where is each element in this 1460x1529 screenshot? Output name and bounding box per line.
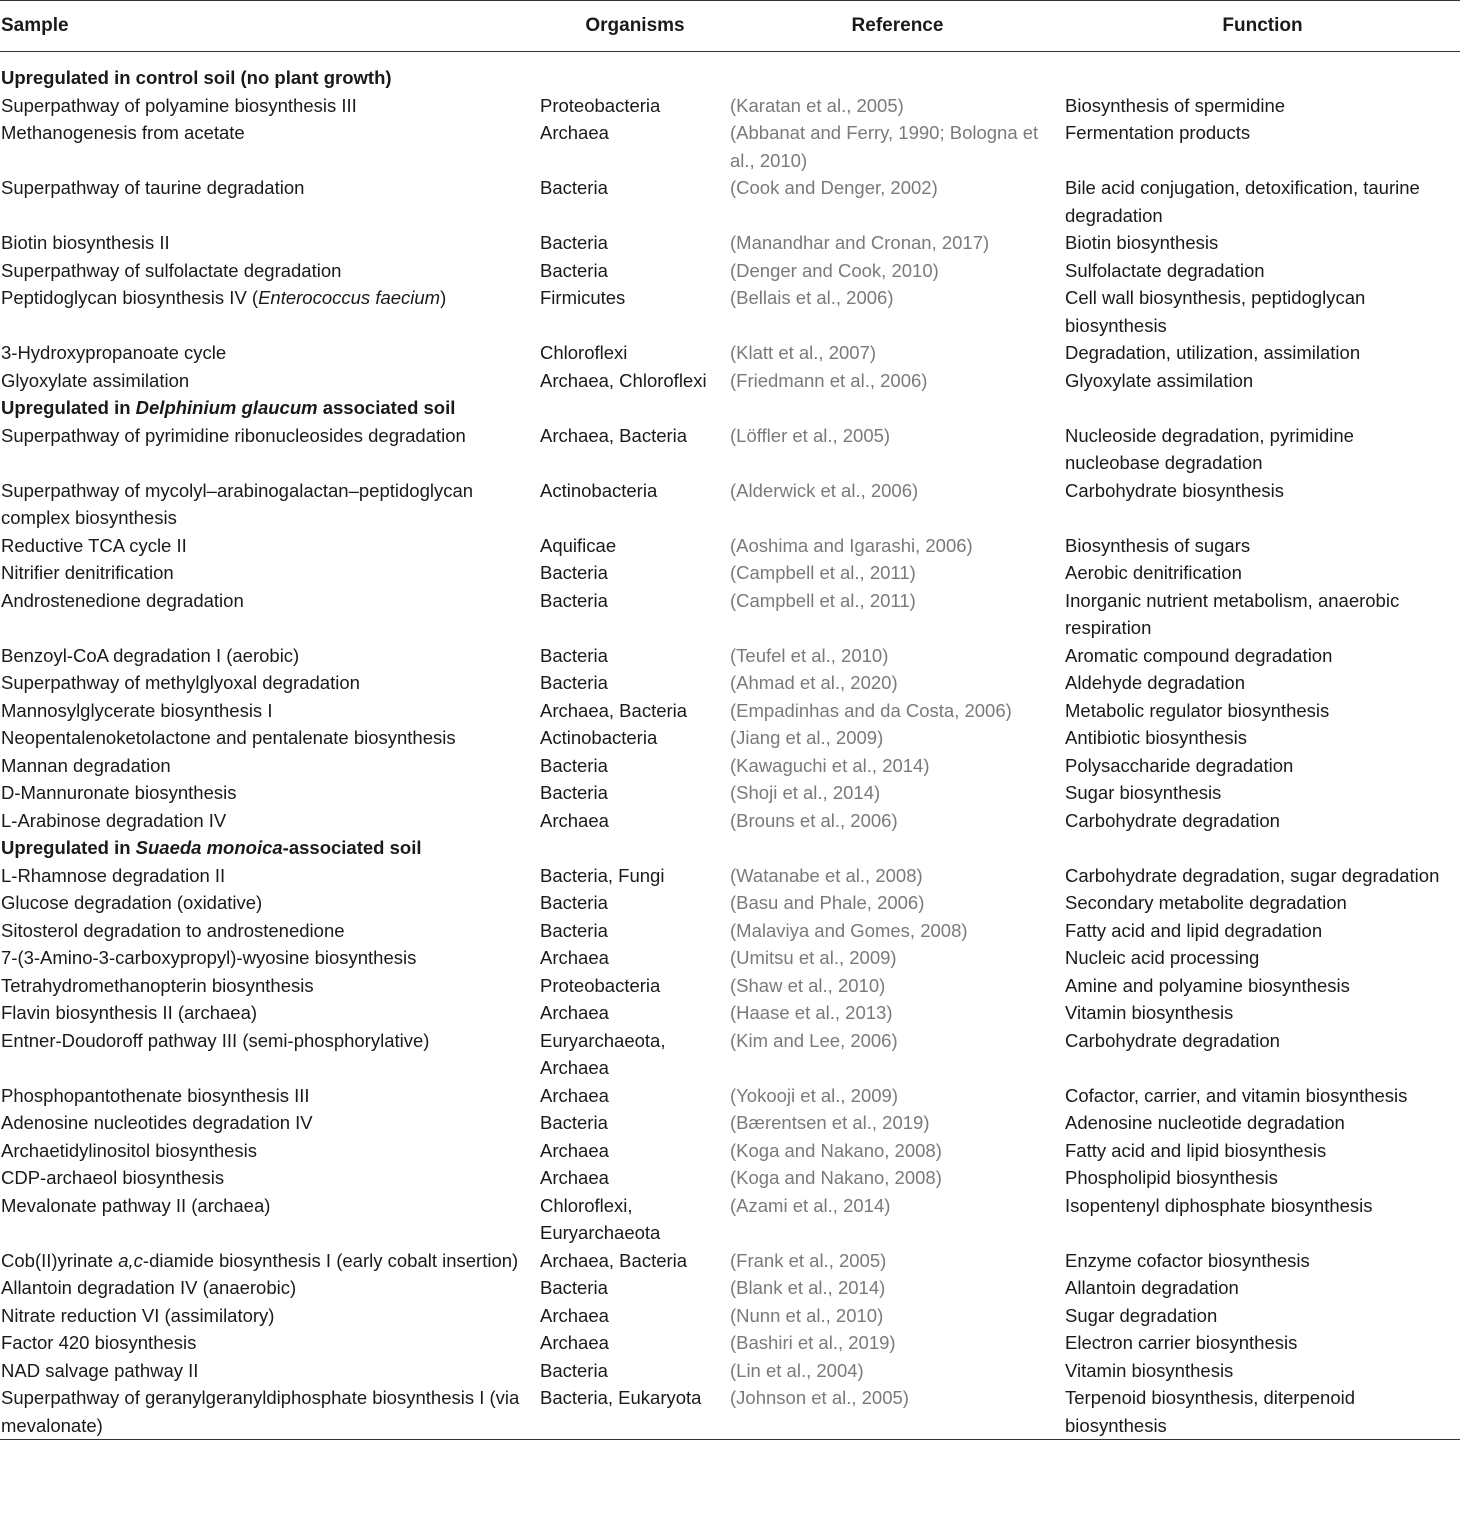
cell-reference: (Blank et al., 2014) bbox=[730, 1277, 886, 1298]
cell-sample: 7-(3-Amino-3-carboxypropyl)-wyosine biosynthesis bbox=[1, 947, 417, 968]
cell-organisms: Archaea, Chloroflexi bbox=[540, 369, 707, 391]
cell-organisms: Chloroflexi, Euryarchaeota bbox=[540, 1194, 661, 1243]
cell-function: Isopentenyl diphosphate biosynthesis bbox=[1065, 1194, 1373, 1216]
cell-function: Sugar biosynthesis bbox=[1065, 782, 1222, 803]
cell-sample: Entner-Doudoroff pathway III (semi-phosphorylative) bbox=[1, 1029, 430, 1051]
cell-reference: (Friedmann et al., 2006) bbox=[730, 369, 928, 391]
cell-reference: (Azami et al., 2014) bbox=[730, 1194, 891, 1216]
cell-reference: (Aoshima and Igarashi, 2006) bbox=[730, 534, 973, 556]
cell-function: Nucleic acid processing bbox=[1065, 947, 1260, 968]
cell-sample: Superpathway of geranylgeranyldiphosphate biosynthesis I (via mevalonate) bbox=[1, 1387, 520, 1436]
cell-function: Carbohydrate biosynthesis bbox=[1065, 479, 1285, 501]
cell-sample: Sitosterol degradation to androstenedione bbox=[1, 919, 345, 941]
cell-function: Amine and polyamine biosynthesis bbox=[1065, 974, 1350, 996]
cell-sample: Androstenedione degradation bbox=[1, 589, 244, 611]
cell-sample: Glucose degradation (oxidative) bbox=[1, 892, 263, 913]
cell-reference: (Teufel et al., 2010) bbox=[730, 644, 889, 666]
cell-sample: 3-Hydroxypropanoate cycle bbox=[1, 342, 227, 363]
cell-reference: (Johnson et al., 2005) bbox=[730, 1387, 909, 1408]
cell-function: Degradation, utilization, assimilation bbox=[1065, 342, 1361, 363]
table-row bbox=[0, 1274, 1460, 1302]
cell-function: Enzyme cofactor biosynthesis bbox=[1065, 1249, 1310, 1271]
section-header-row bbox=[0, 834, 1460, 862]
cell-organisms: Chloroflexi bbox=[540, 342, 628, 363]
cell-organisms: Bacteria, Eukaryota bbox=[540, 1387, 702, 1408]
cell-function: Allantoin degradation bbox=[1065, 1277, 1239, 1298]
table-row bbox=[0, 1082, 1460, 1110]
cell-organisms: Firmicutes bbox=[540, 287, 626, 308]
cell-organisms: Archaea, Bacteria bbox=[540, 1249, 688, 1271]
cell-sample: Superpathway of sulfolactate degradation bbox=[1, 259, 342, 281]
cell-reference: (Cook and Denger, 2002) bbox=[730, 177, 938, 198]
cell-function: Nucleoside degradation, pyrimidine nucleobase degradation bbox=[1065, 424, 1354, 473]
cell-function: Aromatic compound degradation bbox=[1065, 644, 1333, 666]
cell-sample: Nitrifier denitrification bbox=[1, 562, 174, 583]
cell-function: Sugar degradation bbox=[1065, 1304, 1218, 1326]
cell-organisms: Archaea, Bacteria bbox=[540, 424, 688, 446]
table-row bbox=[0, 669, 1460, 697]
cell-sample: Neopentalenoketolactone and pentalenate biosynthesis bbox=[1, 727, 456, 748]
cell-reference: (Yokooji et al., 2009) bbox=[730, 1084, 898, 1106]
table-row bbox=[0, 1302, 1460, 1330]
table-row bbox=[0, 422, 1460, 477]
table-row bbox=[0, 917, 1460, 945]
cell-function: Vitamin biosynthesis bbox=[1065, 1002, 1234, 1023]
cell-function: Fermentation products bbox=[1065, 122, 1251, 143]
cell-function: Adenosine nucleotide degradation bbox=[1065, 1112, 1345, 1133]
cell-reference: (Watanabe et al., 2008) bbox=[730, 864, 923, 886]
cell-sample: Benzoyl-CoA degradation I (aerobic) bbox=[1, 644, 300, 666]
table-row bbox=[0, 862, 1460, 890]
cell-organisms: Archaea bbox=[540, 1332, 609, 1353]
cell-organisms: Archaea bbox=[540, 809, 609, 831]
cell-sample: Mevalonate pathway II (archaea) bbox=[1, 1194, 271, 1216]
cell-function: Biotin biosynthesis bbox=[1065, 232, 1219, 253]
cell-function: Antibiotic biosynthesis bbox=[1065, 727, 1248, 748]
cell-function: Phospholipid biosynthesis bbox=[1065, 1167, 1278, 1188]
table-row bbox=[0, 587, 1460, 642]
cell-organisms: Archaea bbox=[540, 1304, 609, 1326]
cell-reference: (Jiang et al., 2009) bbox=[730, 727, 884, 748]
cell-organisms: Archaea bbox=[540, 1002, 609, 1023]
column-header-function: Function bbox=[1065, 1, 1460, 52]
table-row bbox=[0, 477, 1460, 532]
cell-sample: Reductive TCA cycle II bbox=[1, 534, 187, 556]
cell-function: Carbohydrate degradation bbox=[1065, 809, 1280, 831]
cell-organisms: Bacteria bbox=[540, 892, 608, 913]
cell-sample: Superpathway of taurine degradation bbox=[1, 177, 305, 198]
table-row bbox=[0, 1247, 1460, 1275]
table-row bbox=[0, 339, 1460, 367]
cell-function: Fatty acid and lipid degradation bbox=[1065, 919, 1323, 941]
cell-sample: Glyoxylate assimilation bbox=[1, 369, 190, 391]
section-header-row bbox=[0, 52, 1460, 92]
cell-sample: L-Rhamnose degradation II bbox=[1, 864, 226, 886]
cell-organisms: Bacteria bbox=[540, 644, 608, 666]
cell-organisms: Bacteria bbox=[540, 1112, 608, 1133]
cell-organisms: Archaea bbox=[540, 947, 609, 968]
cell-function: Glyoxylate assimilation bbox=[1065, 369, 1254, 391]
cell-sample: Archaetidylinositol biosynthesis bbox=[1, 1139, 258, 1161]
cell-sample: Adenosine nucleotides degradation IV bbox=[1, 1112, 313, 1133]
cell-reference: (Ahmad et al., 2020) bbox=[730, 672, 898, 693]
cell-sample: Superpathway of methylglyoxal degradation bbox=[1, 672, 360, 693]
cell-sample: Nitrate reduction VI (assimilatory) bbox=[1, 1304, 275, 1326]
table-row bbox=[0, 1357, 1460, 1385]
table-row bbox=[0, 92, 1460, 120]
cell-function: Cofactor, carrier, and vitamin biosynthesis bbox=[1065, 1084, 1408, 1106]
table-row bbox=[0, 174, 1460, 229]
section-title: Upregulated in control soil (no plant growth) bbox=[1, 67, 392, 88]
cell-function: Metabolic regulator biosynthesis bbox=[1065, 699, 1330, 721]
cell-reference: (Haase et al., 2013) bbox=[730, 1002, 893, 1023]
cell-reference: (Umitsu et al., 2009) bbox=[730, 947, 897, 968]
cell-sample: NAD salvage pathway II bbox=[1, 1359, 199, 1381]
cell-organisms: Bacteria bbox=[540, 589, 608, 611]
table-row bbox=[0, 752, 1460, 780]
cell-function: Secondary metabolite degradation bbox=[1065, 892, 1347, 913]
cell-reference: (Koga and Nakano, 2008) bbox=[730, 1139, 942, 1161]
cell-function: Sulfolactate degradation bbox=[1065, 259, 1265, 281]
cell-function: Polysaccharide degradation bbox=[1065, 754, 1294, 776]
cell-sample: L-Arabinose degradation IV bbox=[1, 809, 227, 831]
table-row bbox=[0, 1109, 1460, 1137]
cell-reference: (Campbell et al., 2011) bbox=[730, 589, 916, 611]
cell-reference: (Manandhar and Cronan, 2017) bbox=[730, 232, 990, 253]
cell-reference: (Frank et al., 2005) bbox=[730, 1249, 887, 1271]
table-row bbox=[0, 119, 1460, 174]
table-row bbox=[0, 944, 1460, 972]
table-row bbox=[0, 532, 1460, 560]
cell-organisms: Bacteria bbox=[540, 232, 608, 253]
cell-organisms: Aquificae bbox=[540, 534, 617, 556]
column-header-sample: Sample bbox=[0, 1, 540, 52]
cell-organisms: Actinobacteria bbox=[540, 727, 658, 748]
cell-function: Fatty acid and lipid biosynthesis bbox=[1065, 1139, 1327, 1161]
cell-sample: Methanogenesis from acetate bbox=[1, 122, 245, 143]
cell-reference: (Bellais et al., 2006) bbox=[730, 287, 894, 308]
column-header-reference: Reference bbox=[730, 1, 1065, 52]
cell-reference: (Brouns et al., 2006) bbox=[730, 809, 898, 831]
cell-sample: Factor 420 biosynthesis bbox=[1, 1332, 197, 1353]
cell-function: Terpenoid biosynthesis, diterpenoid biosynthesis bbox=[1065, 1387, 1356, 1436]
cell-reference: (Malaviya and Gomes, 2008) bbox=[730, 919, 968, 941]
cell-organisms: Euryarchaeota, Archaea bbox=[540, 1029, 666, 1078]
table-row bbox=[0, 1137, 1460, 1165]
cell-reference: (Shaw et al., 2010) bbox=[730, 974, 886, 996]
cell-organisms: Proteobacteria bbox=[540, 974, 661, 996]
cell-sample: Cob(II)yrinate a,c-diamide biosynthesis I (early cobalt insertion) bbox=[1, 1249, 519, 1271]
table-body bbox=[0, 52, 1460, 1440]
cell-function: Biosynthesis of sugars bbox=[1065, 534, 1251, 556]
cell-sample: Mannosylglycerate biosynthesis I bbox=[1, 699, 273, 721]
cell-sample: Tetrahydromethanopterin biosynthesis bbox=[1, 974, 314, 996]
table-row bbox=[0, 367, 1460, 395]
cell-organisms: Archaea bbox=[540, 1167, 609, 1188]
column-header-organisms: Organisms bbox=[540, 1, 730, 52]
cell-reference: (Kim and Lee, 2006) bbox=[730, 1029, 898, 1051]
cell-organisms: Proteobacteria bbox=[540, 94, 661, 116]
cell-organisms: Archaea bbox=[540, 122, 609, 143]
table-row bbox=[0, 889, 1460, 917]
cell-reference: (Kawaguchi et al., 2014) bbox=[730, 754, 930, 776]
cell-organisms: Bacteria bbox=[540, 1277, 608, 1298]
table-row bbox=[0, 1384, 1460, 1440]
cell-organisms: Archaea bbox=[540, 1084, 609, 1106]
table-row bbox=[0, 642, 1460, 670]
cell-function: Bile acid conjugation, detoxification, taurine degradation bbox=[1065, 177, 1420, 226]
cell-reference: (Klatt et al., 2007) bbox=[730, 342, 877, 363]
cell-function: Aerobic denitrification bbox=[1065, 562, 1242, 583]
cell-organisms: Bacteria bbox=[540, 919, 608, 941]
cell-reference: (Lin et al., 2004) bbox=[730, 1359, 864, 1381]
table-row bbox=[0, 1164, 1460, 1192]
cell-sample: Superpathway of polyamine biosynthesis III bbox=[1, 94, 357, 116]
table-row bbox=[0, 559, 1460, 587]
section-title: Upregulated in Suaeda monoica-associated soil bbox=[1, 837, 422, 858]
table-row bbox=[0, 697, 1460, 725]
table-header-row bbox=[0, 1, 1460, 52]
table-row bbox=[0, 724, 1460, 752]
table-row bbox=[0, 257, 1460, 285]
cell-organisms: Actinobacteria bbox=[540, 479, 658, 501]
cell-organisms: Bacteria bbox=[540, 1359, 608, 1381]
cell-function: Vitamin biosynthesis bbox=[1065, 1359, 1234, 1381]
cell-reference: (Abbanat and Ferry, 1990; Bologna et al., 2010) bbox=[730, 122, 1039, 171]
cell-reference: (Alderwick et al., 2006) bbox=[730, 479, 919, 501]
table-row bbox=[0, 284, 1460, 339]
cell-organisms: Bacteria bbox=[540, 259, 608, 281]
cell-reference: (Bashiri et al., 2019) bbox=[730, 1332, 896, 1353]
cell-reference: (Löffler et al., 2005) bbox=[730, 424, 891, 446]
cell-sample: CDP-archaeol biosynthesis bbox=[1, 1167, 225, 1188]
cell-function: Inorganic nutrient metabolism, anaerobic respiration bbox=[1065, 589, 1400, 638]
cell-function: Electron carrier biosynthesis bbox=[1065, 1332, 1298, 1353]
cell-organisms: Bacteria bbox=[540, 672, 608, 693]
section-header-row bbox=[0, 394, 1460, 422]
table-row bbox=[0, 229, 1460, 257]
table-row bbox=[0, 779, 1460, 807]
cell-function: Carbohydrate degradation, sugar degradation bbox=[1065, 864, 1440, 886]
cell-reference: (Basu and Phale, 2006) bbox=[730, 892, 925, 913]
cell-organisms: Bacteria, Fungi bbox=[540, 864, 665, 886]
cell-sample: Allantoin degradation IV (anaerobic) bbox=[1, 1277, 297, 1298]
cell-reference: (Shoji et al., 2014) bbox=[730, 782, 881, 803]
cell-function: Carbohydrate degradation bbox=[1065, 1029, 1280, 1051]
cell-sample: Flavin biosynthesis II (archaea) bbox=[1, 1002, 258, 1023]
cell-organisms: Bacteria bbox=[540, 177, 608, 198]
cell-sample: Peptidoglycan biosynthesis IV (Enterococcus faecium) bbox=[1, 287, 447, 308]
cell-reference: (Denger and Cook, 2010) bbox=[730, 259, 939, 281]
cell-organisms: Bacteria bbox=[540, 754, 608, 776]
table-row bbox=[0, 1329, 1460, 1357]
table-row bbox=[0, 1027, 1460, 1082]
cell-sample: Superpathway of mycolyl–arabinogalactan–peptidoglycan complex biosynthesis bbox=[1, 479, 474, 528]
cell-organisms: Archaea bbox=[540, 1139, 609, 1161]
cell-sample: Biotin biosynthesis II bbox=[1, 232, 170, 253]
cell-reference: (Empadinhas and da Costa, 2006) bbox=[730, 699, 1012, 721]
cell-sample: Mannan degradation bbox=[1, 754, 171, 776]
cell-reference: (Nunn et al., 2010) bbox=[730, 1304, 884, 1326]
cell-reference: (Koga and Nakano, 2008) bbox=[730, 1167, 942, 1188]
cell-sample: Phosphopantothenate biosynthesis III bbox=[1, 1084, 310, 1106]
cell-function: Biosynthesis of spermidine bbox=[1065, 94, 1286, 116]
table-row bbox=[0, 807, 1460, 835]
cell-reference: (Campbell et al., 2011) bbox=[730, 562, 916, 583]
cell-organisms: Bacteria bbox=[540, 782, 608, 803]
cell-organisms: Archaea, Bacteria bbox=[540, 699, 688, 721]
cell-reference: (Bærentsen et al., 2019) bbox=[730, 1112, 930, 1133]
cell-sample: Superpathway of pyrimidine ribonucleosides degradation bbox=[1, 424, 466, 446]
cell-sample: D-Mannuronate biosynthesis bbox=[1, 782, 237, 803]
section-title: Upregulated in Delphinium glaucum associated soil bbox=[1, 397, 456, 418]
cell-reference: (Karatan et al., 2005) bbox=[730, 94, 904, 116]
cell-organisms: Bacteria bbox=[540, 562, 608, 583]
cell-function: Cell wall biosynthesis, peptidoglycan biosynthesis bbox=[1065, 287, 1366, 336]
table-row bbox=[0, 972, 1460, 1000]
table-row bbox=[0, 1192, 1460, 1247]
cell-function: Aldehyde degradation bbox=[1065, 672, 1246, 693]
table-row bbox=[0, 999, 1460, 1027]
